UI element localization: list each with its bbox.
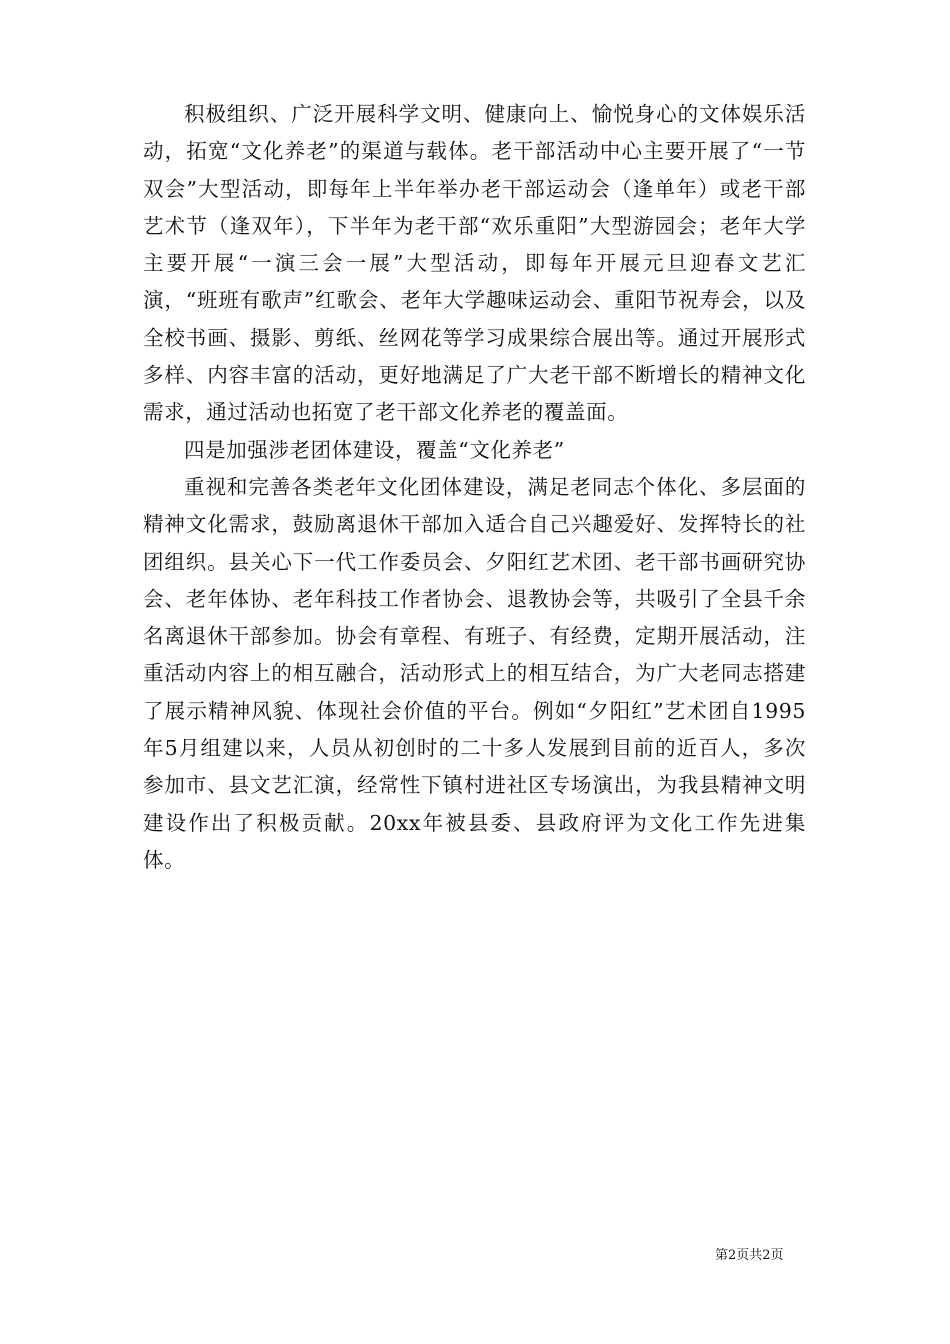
paragraph-elderly-groups: 重视和完善各类老年文化团体建设，满足老同志个体化、多层面的精神文化需求，鼓励离退休干部加入适合自己兴趣爱好、发挥特长的社团组织。县关心下一代工作委员会、夕阳红艺术团、老干部书画研究协会、老年体协、老年科技工作者协会、退教协会等，共吸引了全县千余名离退休干部参加。协会有章程、有班子、有经费，定期开展活动，注重活动内容上的相互融合，活动形式上的相互结合，为广大老同志搭建了展示精神风貌、体现社会价值的平台。例如“夕阳红”艺术团自1995年5月组建以来，人员从初创时的二十多人发展到目前的近百人，多次参加市、县文艺汇演，经常性下镇村进社区专场演出，为我县精神文明建设作出了积极贡献。20xx年被县委、县政府评为文化工作先进集体。 [143, 474, 806, 872]
page-number-footer: 第2页共2页 [715, 1248, 784, 1263]
section-heading-elderly-groups: 四是加强涉老团体建设，覆盖“文化养老” [184, 437, 565, 462]
document-body [143, 96, 806, 879]
paragraph-cultural-activities: 积极组织、广泛开展科学文明、健康向上、愉悦身心的文体娱乐活动，拓宽“文化养老”的渠道与载体。老干部活动中心主要开展了“一节双会”大型活动，即每年上半年举办老干部运动会（逢单年）或老干部艺术节（逢双年），下半年为老干部“欢乐重阳”大型游园会；老年大学主要开展“一演三会一展”大型活动，即每年开展元旦迎春文艺汇演，“班班有歌声”红歌会、老年大学趣味运动会、重阳节祝寿会，以及全校书画、摄影、剪纸、丝网花等学习成果综合展出等。通过开展形式多样、内容丰富的活动，更好地满足了广大老干部不断增长的精神文化需求，通过活动也拓宽了老干部文化养老的覆盖面。 [143, 102, 806, 425]
